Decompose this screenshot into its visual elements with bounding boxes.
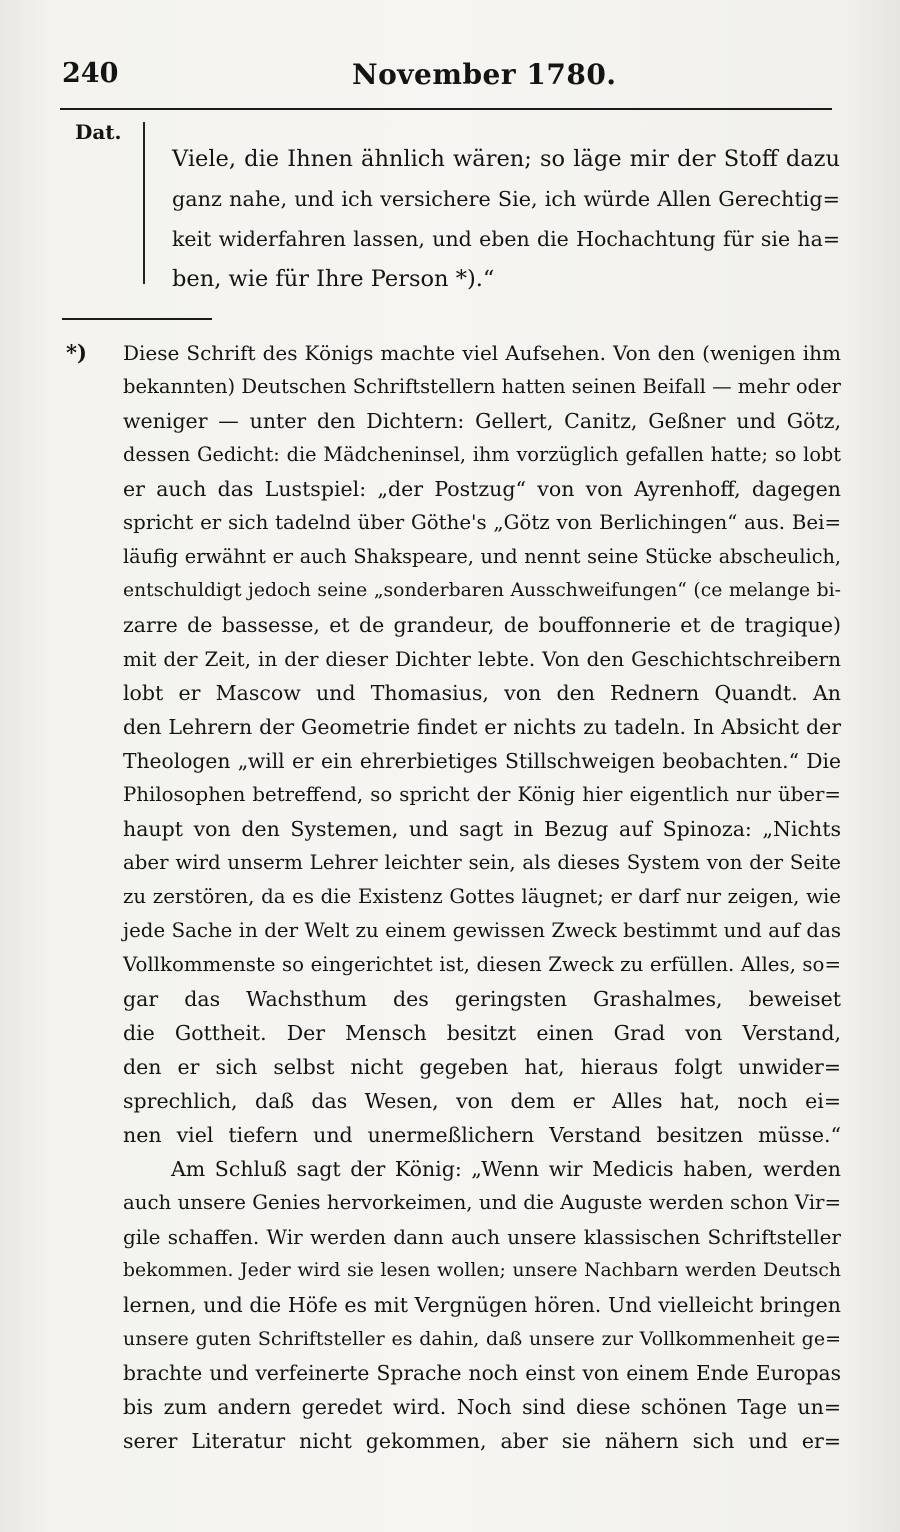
footnote-line: er auch das Lustspiel: „der Postzug“ von von Ayrenhoff, dagegen [123, 477, 841, 501]
letter-line: ganz nahe, und ich versichere Sie, ich würde Allen Gerechtig= [172, 187, 840, 211]
footnote-line: dessen Gedicht: die Mädcheninsel, ihm vorzüglich gefallen hatte; so lobt [123, 443, 841, 466]
footnote-line: unsere guten Schriftsteller es dahin, daß unsere zur Vollkommenheit ge= [123, 1328, 841, 1350]
page-number: 240 [62, 58, 119, 89]
margin-rule [143, 122, 145, 284]
footnote-line: brachte und verfeinerte Sprache noch einst von einem Ende Europas [123, 1361, 841, 1385]
footnote-line: die Gottheit. Der Mensch besitzt einen Grad von Verstand, [123, 1021, 841, 1045]
footnote-line: auch unsere Genies hervorkeimen, und die Auguste werden schon Vir= [123, 1191, 841, 1214]
letter-line: ben, wie für Ihre Person *).“ [172, 266, 495, 292]
footnote-line: Diese Schrift des Königs machte viel Aufsehen. Von den (wenigen ihm [123, 341, 841, 365]
footnote-line: lernen, und die Höfe es mit Vergnügen hören. Und vielleicht bringen [123, 1293, 841, 1317]
footnote-line: bekommen. Jeder wird sie lesen wollen; unsere Nachbarn werden Deutsch [123, 1260, 841, 1281]
letter-line: keit widerfahren lassen, und eben die Hochachtung für sie ha= [172, 227, 840, 251]
footnote-line: zarre de bassesse, et de grandeur, de bouffonnerie et de tragique) [123, 613, 841, 637]
footnote-text [123, 336, 841, 1458]
footnote-line: gile schaffen. Wir werden dann auch unsere klassischen Schriftsteller [123, 1225, 841, 1249]
footnote-line: den Lehrern der Geometrie findet er nichts zu tadeln. In Absicht der [123, 715, 841, 739]
footnote-marker: *) [66, 340, 87, 365]
footnote-line: entschuldigt jedoch seine „sonderbaren Ausschweifungen“ (ce melange bi- [123, 580, 841, 601]
footnote-line: aber wird unserm Lehrer leichter sein, als dieses System von der Seite [123, 851, 841, 874]
footnote-line: lobt er Mascow und Thomasius, von den Rednern Quandt. An [123, 681, 841, 705]
footnote-line: bekannten) Deutschen Schriftstellern hatten seinen Beifall — mehr oder [123, 375, 841, 398]
footnote-line: haupt von den Systemen, und sagt in Bezug auf Spinoza: „Nichts [123, 817, 841, 841]
footnote-line: nen viel tiefern und unermeßlichern Verstand besitzen müsse.“ [123, 1123, 841, 1147]
footnote-line: Am Schluß sagt der König: „Wenn wir Medicis haben, werden [171, 1157, 841, 1181]
footnote-line: spricht er sich tadelnd über Göthe's „Götz von Berlichingen“ aus. Bei= [123, 511, 841, 534]
footnote-line: mit der Zeit, in der dieser Dichter lebte. Von den Geschichtschreibern [123, 647, 841, 671]
footnote-line: gar das Wachsthum des geringsten Grashalmes, beweiset [123, 987, 841, 1011]
running-head: November 1780. [352, 58, 617, 91]
footnote-line: läufig erwähnt er auch Shakspeare, und nennt seine Stücke abscheulich, [123, 545, 841, 568]
footnote-line: zu zerstören, da es die Existenz Gottes läugnet; er darf nur zeigen, wie [123, 885, 841, 908]
margin-note: Dat. [75, 120, 122, 144]
footnote-line: Philosophen betreffend, so spricht der König hier eigentlich nur über= [123, 783, 841, 806]
footnote-line: Vollkommenste so eingerichtet ist, diesen Zweck zu erfüllen. Alles, so= [123, 953, 841, 976]
footnote-line: jede Sache in der Welt zu einem gewissen Zweck bestimmt und auf das [123, 919, 841, 942]
footnote-rule [62, 318, 212, 320]
footnote-line: weniger — unter den Dichtern: Gellert, Canitz, Geßner und Götz, [123, 409, 841, 433]
footnote-line: Theologen „will er ein ehrerbietiges Stillschweigen beobachten.“ Die [123, 749, 841, 773]
footnote-line: sprechlich, daß das Wesen, von dem er Alles hat, noch ei= [123, 1089, 841, 1113]
footnote-line: bis zum andern geredet wird. Noch sind diese schönen Tage un= [123, 1395, 841, 1419]
footnote-line: serer Literatur nicht gekommen, aber sie nähern sich und er= [123, 1429, 841, 1453]
footnote-line: den er sich selbst nicht gegeben hat, hieraus folgt unwider= [123, 1055, 841, 1079]
header-rule [60, 108, 832, 110]
letter-text [172, 139, 840, 299]
page-header [62, 58, 832, 98]
letter-line: Viele, die Ihnen ähnlich wären; so läge mir der Stoff dazu [172, 146, 840, 172]
